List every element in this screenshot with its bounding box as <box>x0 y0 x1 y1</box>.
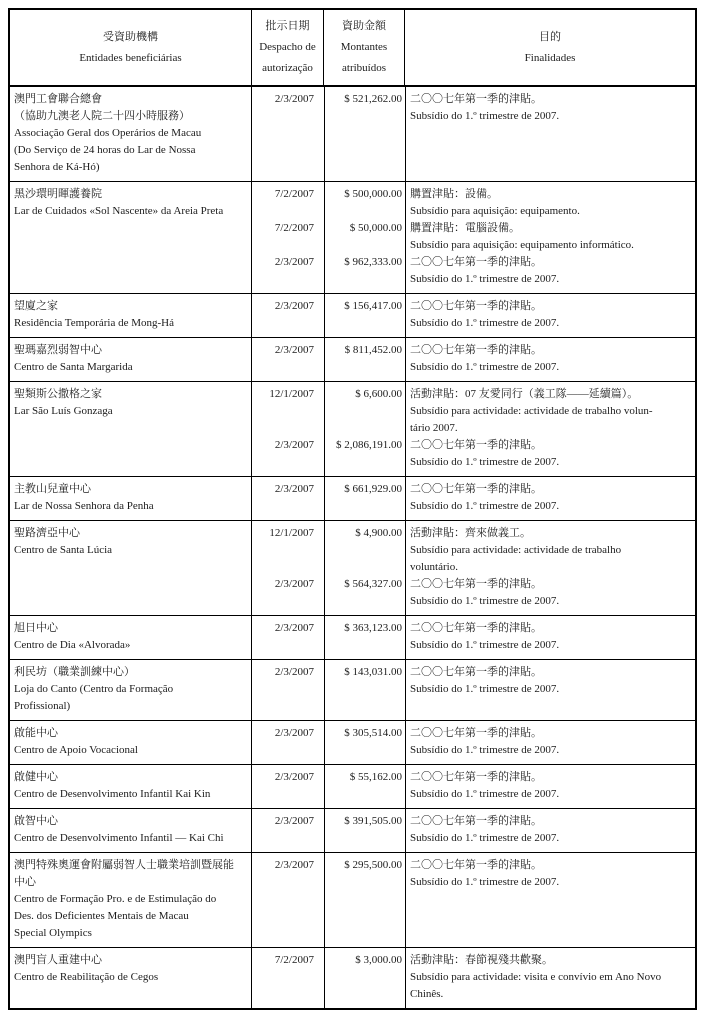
subsidy-entry <box>252 620 695 654</box>
purpose-line: 二〇〇七年第一季的津貼。 <box>410 727 542 739</box>
entity-cell <box>10 294 252 337</box>
table-row <box>10 616 695 660</box>
attributed-amount: $ 4,900.00 <box>355 527 402 539</box>
subsidy-entry <box>252 576 695 610</box>
purpose-line: Subsídio do 1.º trimestre de 2007. <box>410 595 560 607</box>
purpose-cell <box>405 342 695 376</box>
subsidy-entry <box>252 91 695 125</box>
authorization-date: 2/3/2007 <box>274 93 314 105</box>
authorization-date: 7/2/2007 <box>274 188 314 200</box>
purpose-cell <box>405 220 695 254</box>
authorization-date: 2/3/2007 <box>274 256 314 268</box>
entity-line: 啟智中心 <box>14 815 58 827</box>
entity-cell <box>10 809 252 852</box>
purpose-line: 購置津貼：電腦設備。 <box>410 222 520 234</box>
table-row <box>10 809 695 853</box>
header-purpose <box>405 10 695 85</box>
column-divider <box>324 521 325 615</box>
entity-line: 主教山兒童中心 <box>14 483 91 495</box>
entity-line: 啟能中心 <box>14 727 58 739</box>
purpose-cell <box>405 725 695 759</box>
purpose-line: 二〇〇七年第一季的津貼。 <box>410 300 542 312</box>
purpose-line: 二〇〇七年第一季的津貼。 <box>410 344 542 356</box>
attributed-amount: $ 156,417.00 <box>344 300 402 312</box>
attributed-amount: $ 6,600.00 <box>355 388 402 400</box>
purpose-line: voluntário. <box>410 561 458 573</box>
entity-line: Lar São Luís Gonzaga <box>14 405 113 417</box>
column-divider <box>405 853 406 947</box>
column-divider <box>405 87 406 181</box>
table-row <box>10 660 695 721</box>
subsidy-entry <box>252 342 695 376</box>
entity-cell <box>10 338 252 381</box>
authorization-date: 2/3/2007 <box>274 771 314 783</box>
header-amount-zh: 資助金額 <box>342 20 386 32</box>
authorization-date: 2/3/2007 <box>274 666 314 678</box>
subsidy-entry <box>252 857 695 891</box>
purpose-line: Subsídio para actividade: actividade de trabalho <box>410 544 622 556</box>
authorization-date: 2/3/2007 <box>274 815 314 827</box>
entity-line: Lar de Nossa Senhora da Penha <box>14 500 154 512</box>
purpose-line: Subsídio do 1.º trimestre de 2007. <box>410 456 560 468</box>
subsidy-entry <box>252 725 695 759</box>
authorization-date: 2/3/2007 <box>274 300 314 312</box>
entity-line: 中心 <box>14 876 36 888</box>
purpose-cell <box>405 769 695 803</box>
subsidy-entry <box>252 769 695 803</box>
entity-line: (Do Serviço de 24 horas do Lar de Nossa <box>14 144 196 156</box>
entries-area <box>252 338 695 381</box>
column-divider <box>324 616 325 659</box>
column-divider <box>405 477 406 520</box>
attributed-amount: $ 143,031.00 <box>344 666 402 678</box>
column-divider <box>324 948 325 1008</box>
authorization-date: 12/1/2007 <box>269 527 314 539</box>
entity-line: Centro de Desenvolvimento Infantil Kai Kin <box>14 788 211 800</box>
entity-line: Centro de Reabilitação de Cegos <box>14 971 159 983</box>
attributed-amount: $ 305,514.00 <box>344 727 402 739</box>
entries-area <box>252 809 695 852</box>
entries-area <box>252 765 695 808</box>
entity-cell <box>10 853 252 947</box>
purpose-line: 購置津貼：設備。 <box>410 188 498 200</box>
entity-line: Associação Geral dos Operários de Macau <box>14 127 202 139</box>
table-header-row <box>10 10 695 87</box>
entries-area <box>252 721 695 764</box>
entries-area <box>252 382 695 476</box>
purpose-line: Subsídio do 1.º trimestre de 2007. <box>410 788 560 800</box>
column-divider <box>405 660 406 720</box>
authorization-date: 2/3/2007 <box>274 439 314 451</box>
attributed-amount: $ 3,000.00 <box>355 954 402 966</box>
purpose-line: Subsídio para aquisição: equipamento informático. <box>410 239 634 251</box>
entity-line: Centro de Formação Pro. e de Estimulação do <box>14 893 217 905</box>
subsidy-entry <box>252 220 695 254</box>
purpose-line: Subsídio do 1.º trimestre de 2007. <box>410 317 560 329</box>
attributed-amount: $ 521,262.00 <box>344 93 402 105</box>
entries-area <box>252 521 695 615</box>
table-row <box>10 521 695 616</box>
entity-line: 利民坊（職業訓練中心） <box>14 666 135 678</box>
entries-area <box>252 660 695 720</box>
entity-cell <box>10 948 252 1008</box>
subsidy-entry <box>252 525 695 576</box>
table-row <box>10 87 695 182</box>
entity-line: Special Olympics <box>14 927 92 939</box>
attributed-amount: $ 2,086,191.00 <box>336 439 402 451</box>
document-page <box>8 8 697 1010</box>
purpose-line: 活動津貼：07 友愛同行（義工隊——延續篇）。 <box>410 388 639 400</box>
purpose-line: Subsídio para actividade: visita e convívio em Ano Novo <box>410 971 662 983</box>
attributed-amount: $ 811,452.00 <box>344 344 402 356</box>
column-divider <box>405 338 406 381</box>
column-divider <box>324 809 325 852</box>
header-purpose-zh: 目的 <box>539 30 561 43</box>
authorization-date: 2/3/2007 <box>274 727 314 739</box>
entries-area <box>252 616 695 659</box>
entity-line: 旭日中心 <box>14 622 58 634</box>
purpose-line: 二〇〇七年第一季的津貼。 <box>410 859 542 871</box>
table-row <box>10 294 695 338</box>
purpose-cell <box>405 386 695 437</box>
header-amount <box>324 10 405 85</box>
header-date-zh: 批示日期 <box>265 20 310 32</box>
column-divider <box>405 948 406 1008</box>
entity-line: 望廈之家 <box>14 300 58 312</box>
subsidy-entry <box>252 298 695 332</box>
attributed-amount: $ 391,505.00 <box>344 815 402 827</box>
authorization-date: 2/3/2007 <box>274 622 314 634</box>
purpose-line: 二〇〇七年第一季的津貼。 <box>410 439 542 451</box>
entity-line: 澳門盲人重建中心 <box>14 954 102 966</box>
purpose-line: Subsídio do 1.º trimestre de 2007. <box>410 832 560 844</box>
purpose-line: Chinês. <box>410 988 444 1000</box>
column-divider <box>405 294 406 337</box>
entries-area <box>252 182 695 293</box>
purpose-cell <box>405 298 695 332</box>
entity-line: Profissional) <box>14 700 71 712</box>
entries-area <box>252 87 695 181</box>
entries-area <box>252 853 695 947</box>
purpose-cell <box>405 620 695 654</box>
header-amount-pt-1: Montantes <box>340 41 388 53</box>
authorization-date: 2/3/2007 <box>274 859 314 871</box>
header-beneficiaries-zh: 受資助機構 <box>103 30 158 43</box>
entity-line: 啟健中心 <box>14 771 58 783</box>
purpose-line: Subsídio do 1.º trimestre de 2007. <box>410 500 560 512</box>
entity-cell <box>10 616 252 659</box>
subsidy-entry <box>252 664 695 698</box>
purpose-line: 二〇〇七年第一季的津貼。 <box>410 93 542 105</box>
entity-cell <box>10 660 252 720</box>
entity-line: Centro de Santa Margarida <box>14 361 133 373</box>
header-beneficiaries-pt: Entidades beneficiárias <box>79 51 182 64</box>
subsidy-entry <box>252 481 695 515</box>
authorization-date: 7/2/2007 <box>274 954 314 966</box>
column-divider <box>324 87 325 181</box>
header-right-group <box>252 10 695 85</box>
purpose-line: Subsídio para actividade: actividade de trabalho volun- <box>410 405 653 417</box>
header-date-pt-1: Despacho de <box>259 41 316 53</box>
column-divider <box>405 382 406 476</box>
entity-line: 澳門特殊奧運會附屬弱智人士職業培訓暨展能 <box>14 859 234 871</box>
entries-area <box>252 294 695 337</box>
attributed-amount: $ 661,929.00 <box>344 483 402 495</box>
entity-cell <box>10 765 252 808</box>
entity-line: Centro de Apoio Vocacional <box>14 744 138 756</box>
purpose-cell <box>405 481 695 515</box>
purpose-line: Subsídio do 1.º trimestre de 2007. <box>410 110 560 122</box>
purpose-line: Subsídio do 1.º trimestre de 2007. <box>410 683 560 695</box>
purpose-line: 二〇〇七年第一季的津貼。 <box>410 256 542 268</box>
purpose-line: Subsídio para aquisição: equipamento. <box>410 205 580 217</box>
table-row <box>10 765 695 809</box>
purpose-cell <box>405 664 695 698</box>
subsidy-entry <box>252 186 695 220</box>
column-divider <box>324 721 325 764</box>
table-body <box>10 87 695 1008</box>
column-divider <box>405 765 406 808</box>
purpose-cell <box>405 857 695 891</box>
entity-cell <box>10 721 252 764</box>
column-divider <box>324 765 325 808</box>
header-date-pt-2: autorização <box>262 62 313 74</box>
purpose-line: Subsídio do 1.º trimestre de 2007. <box>410 273 560 285</box>
table-row <box>10 948 695 1008</box>
entries-area <box>252 948 695 1008</box>
attributed-amount: $ 50,000.00 <box>349 222 402 234</box>
column-divider <box>405 721 406 764</box>
entity-line: 澳門工會聯合總會 <box>14 93 102 105</box>
column-divider <box>324 338 325 381</box>
entity-cell <box>10 87 252 181</box>
purpose-line: Subsídio do 1.º trimestre de 2007. <box>410 361 560 373</box>
purpose-cell <box>405 254 695 288</box>
purpose-line: 二〇〇七年第一季的津貼。 <box>410 815 542 827</box>
authorization-date: 7/2/2007 <box>274 222 314 234</box>
entity-cell <box>10 477 252 520</box>
purpose-line: 二〇〇七年第一季的津貼。 <box>410 771 542 783</box>
table-row <box>10 477 695 521</box>
attributed-amount: $ 962,333.00 <box>344 256 402 268</box>
subsidy-entry <box>252 437 695 471</box>
purpose-line: Subsídio do 1.º trimestre de 2007. <box>410 876 560 888</box>
column-divider <box>324 382 325 476</box>
entity-line: Senhora de Ká-Hó) <box>14 161 100 173</box>
purpose-line: 二〇〇七年第一季的津貼。 <box>410 666 542 678</box>
purpose-line: tário 2007. <box>410 422 458 434</box>
entity-cell <box>10 182 252 293</box>
purpose-cell <box>405 952 695 1003</box>
table-row <box>10 382 695 477</box>
attributed-amount: $ 55,162.00 <box>349 771 402 783</box>
entity-line: 黑沙環明暉護養院 <box>14 188 102 200</box>
entity-line: Centro de Santa Lúcia <box>14 544 113 556</box>
entity-line: Centro de Dia «Alvorada» <box>14 639 131 651</box>
purpose-cell <box>405 437 695 471</box>
subsidy-entry <box>252 952 695 1003</box>
column-divider <box>405 616 406 659</box>
header-date <box>252 10 324 85</box>
purpose-cell <box>405 813 695 847</box>
table-row <box>10 338 695 382</box>
attributed-amount: $ 500,000.00 <box>344 188 402 200</box>
purpose-line: 二〇〇七年第一季的津貼。 <box>410 578 542 590</box>
entity-cell <box>10 382 252 476</box>
entity-line: 聖瑪嘉烈弱智中心 <box>14 344 102 356</box>
purpose-cell <box>405 91 695 125</box>
entity-line: Residência Temporária de Mong-Há <box>14 317 174 329</box>
entity-line: Lar de Cuidados «Sol Nascente» da Areia Preta <box>14 205 224 217</box>
column-divider <box>324 853 325 947</box>
purpose-line: Subsídio do 1.º trimestre de 2007. <box>410 639 560 651</box>
header-amount-pt-2: atribuídos <box>342 62 386 74</box>
column-divider <box>324 660 325 720</box>
purpose-line: 活動津貼：春節視殘共歡聚。 <box>410 954 553 966</box>
purpose-line: 活動津貼：齊來做義工。 <box>410 527 531 539</box>
subsidy-table <box>8 8 697 1010</box>
entries-area <box>252 477 695 520</box>
authorization-date: 2/3/2007 <box>274 344 314 356</box>
entity-line: （協助九澳老人院二十四小時服務） <box>14 110 190 122</box>
header-beneficiaries <box>10 10 252 85</box>
subsidy-entry <box>252 813 695 847</box>
authorization-date: 2/3/2007 <box>274 578 314 590</box>
purpose-cell <box>405 576 695 610</box>
attributed-amount: $ 295,500.00 <box>344 859 402 871</box>
purpose-cell <box>405 525 695 576</box>
entity-line: 聖類斯公撒格之家 <box>14 388 102 400</box>
purpose-line: 二〇〇七年第一季的津貼。 <box>410 622 542 634</box>
column-divider <box>324 477 325 520</box>
purpose-line: Subsídio do 1.º trimestre de 2007. <box>410 744 560 756</box>
entity-line: 聖路濟亞中心 <box>14 527 80 539</box>
entity-line: Loja do Canto (Centro da Formação <box>14 683 174 695</box>
purpose-line: 二〇〇七年第一季的津貼。 <box>410 483 542 495</box>
entity-line: Centro de Desenvolvimento Infantil — Kai Chi <box>14 832 224 844</box>
column-divider <box>405 182 406 293</box>
subsidy-entry <box>252 254 695 288</box>
subsidy-entry <box>252 386 695 437</box>
entity-cell <box>10 521 252 615</box>
table-row <box>10 182 695 294</box>
attributed-amount: $ 564,327.00 <box>344 578 402 590</box>
table-row <box>10 853 695 948</box>
entity-line: Des. dos Deficientes Mentais de Macau <box>14 910 189 922</box>
attributed-amount: $ 363,123.00 <box>344 622 402 634</box>
purpose-cell <box>405 186 695 220</box>
authorization-date: 12/1/2007 <box>269 388 314 400</box>
column-divider <box>324 182 325 293</box>
table-row <box>10 721 695 765</box>
column-divider <box>324 294 325 337</box>
header-purpose-pt: Finalidades <box>524 51 576 64</box>
column-divider <box>405 521 406 615</box>
column-divider <box>405 809 406 852</box>
authorization-date: 2/3/2007 <box>274 483 314 495</box>
